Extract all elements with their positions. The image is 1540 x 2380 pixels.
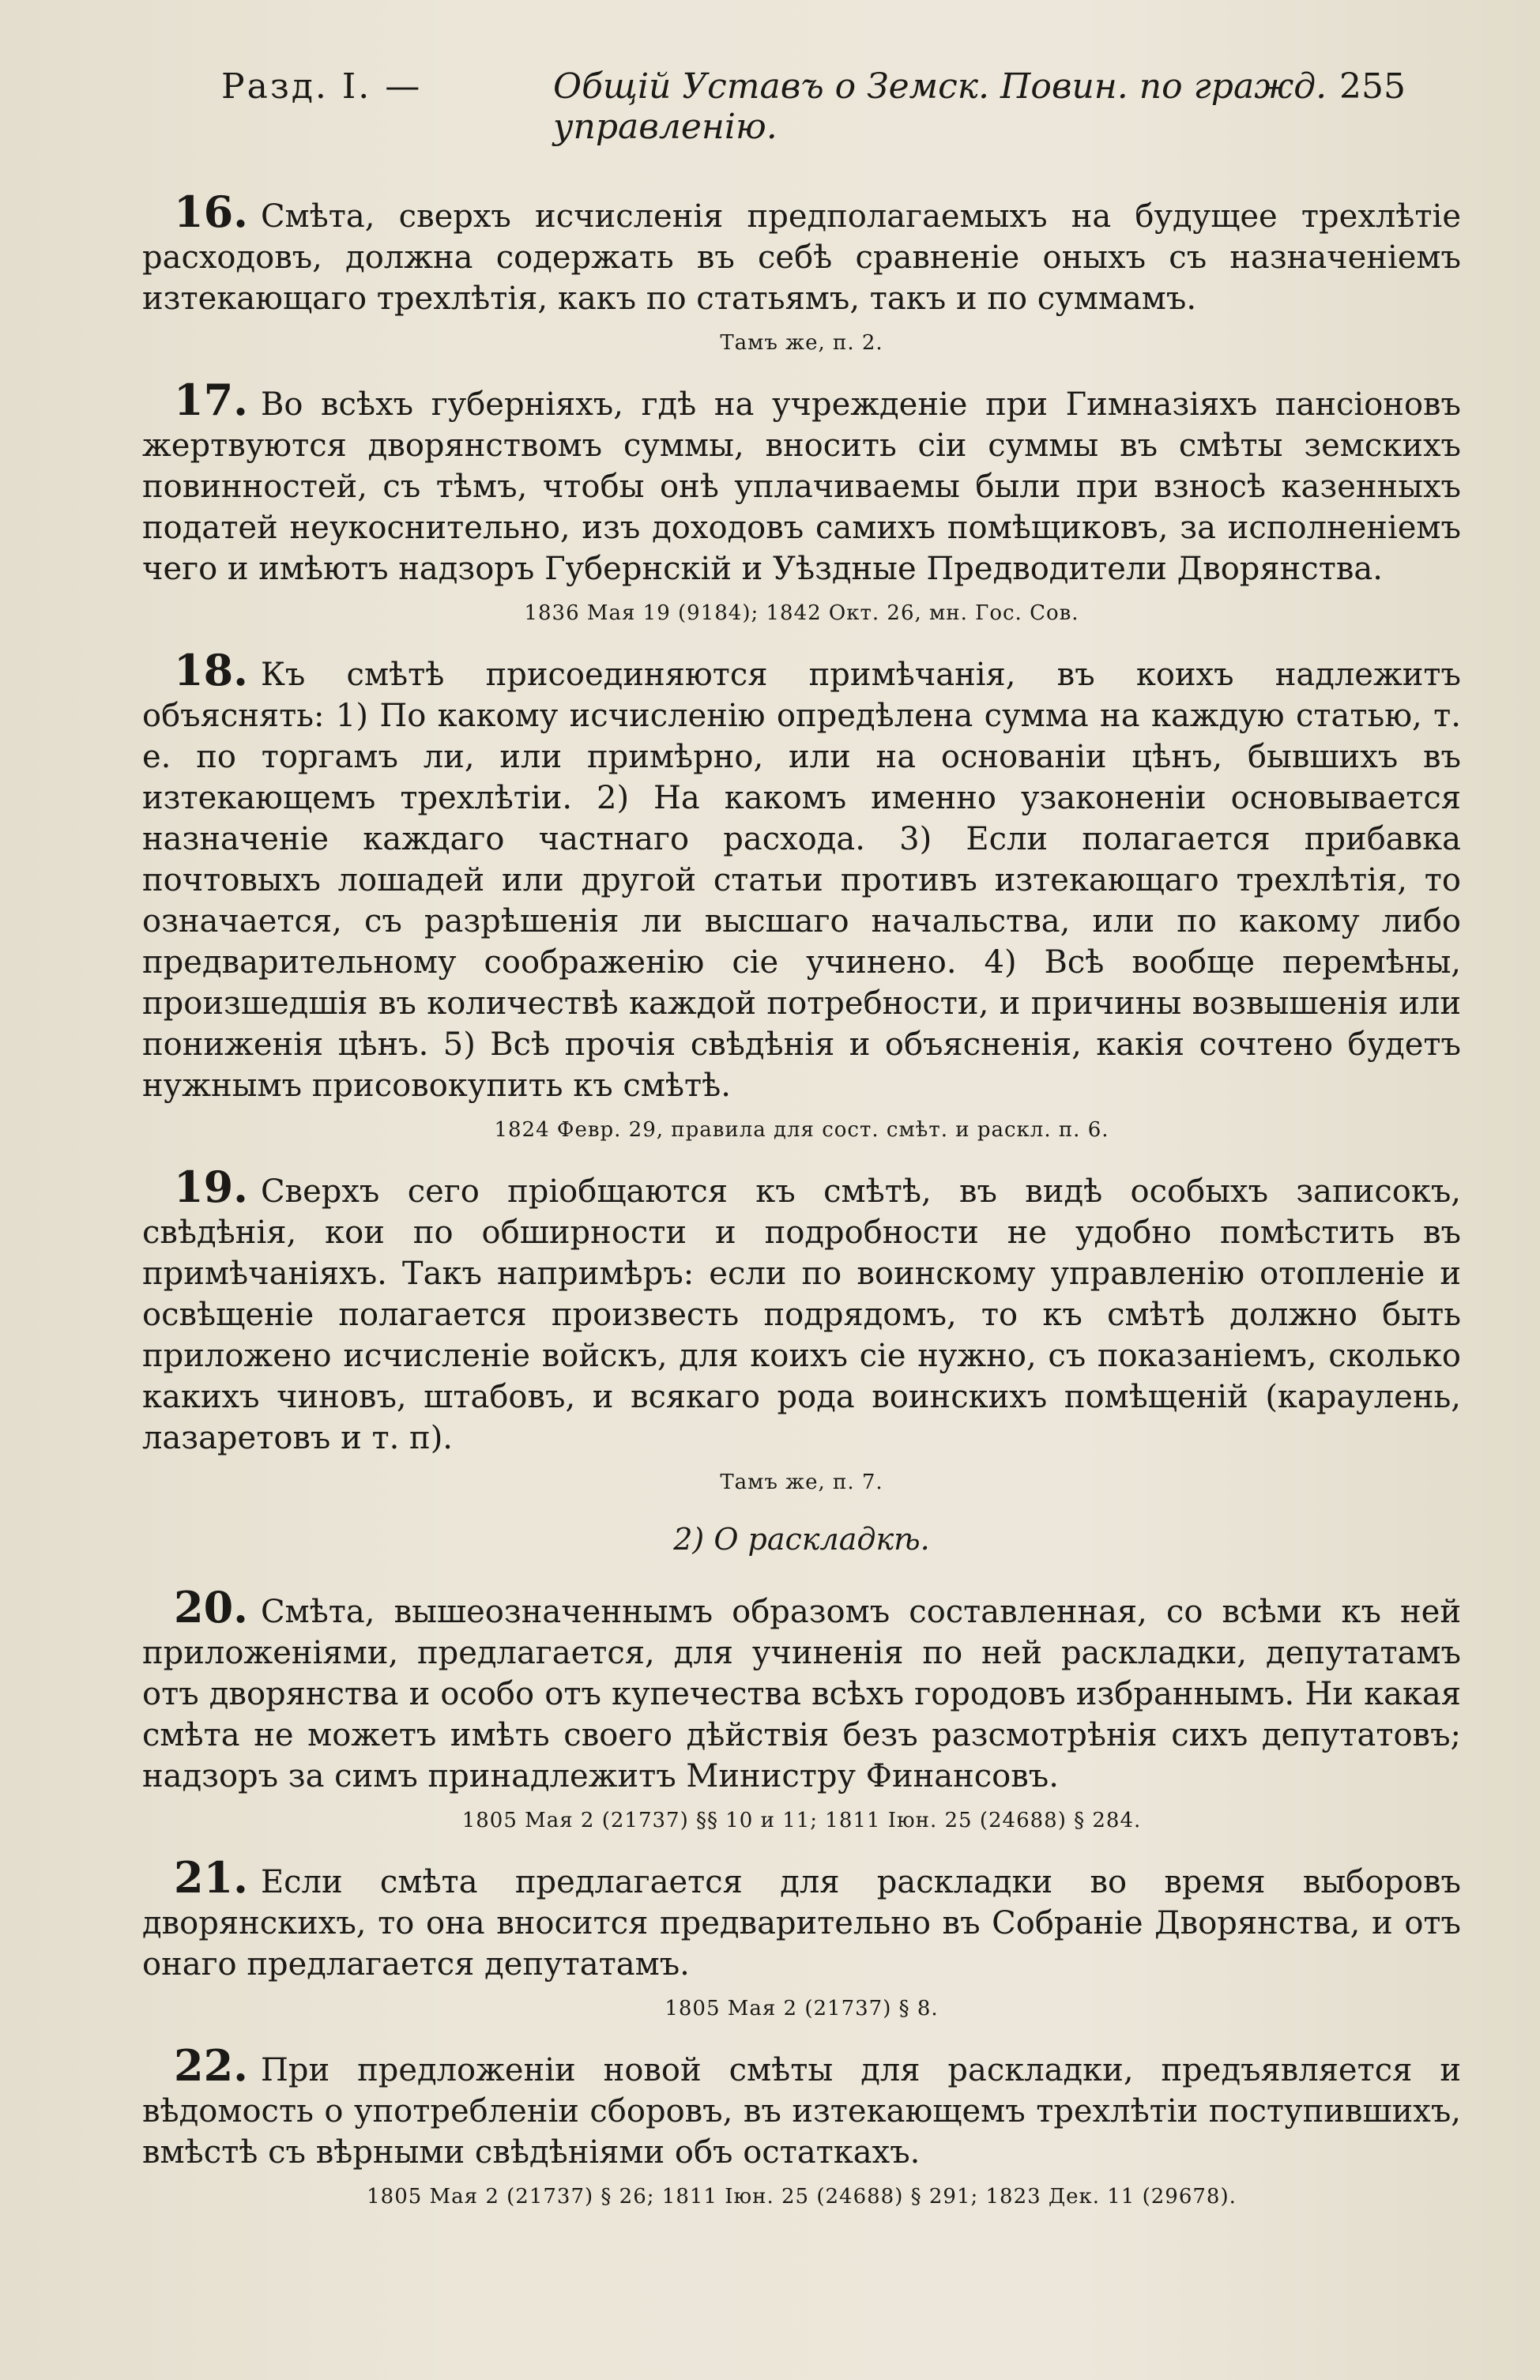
article-text: Къ смѣтѣ присоединяются примѣчанія, въ коихъ надлежитъ объяснять: 1) По какому исчисленію опредѣлена сумма на каждую статью, т. е. по торгамъ ли, или примѣрно, или на основаніи цѣнъ, бывшихъ въ изтекающемъ трехлѣтіи. 2) На какомъ именно узаконеніи основывается назначеніе каждаго частнаго расхода. 3) Если полагается прибавка почтовыхъ лошадей или другой статьи противъ изтекающаго трехлѣтія, то означается, съ разрѣшенія ли высшаго начальства, или по какому либо предварительному соображенію сіе учинено. 4) Всѣ вообще перемѣны, произшедшія въ количествѣ каждой потребности, и причины возвышенія или пониженія цѣнъ. 5) Всѣ прочія свѣдѣнія и объясненія, какія сочтено будетъ нужнымъ присовокупить къ смѣтѣ. bbox=[142, 657, 1461, 1104]
legal-source: 1805 Мая 2 (21737) § 8. bbox=[665, 1997, 939, 2020]
article-paragraph bbox=[142, 645, 1461, 1106]
article-17 bbox=[142, 375, 1461, 627]
article-number: 17. bbox=[174, 375, 248, 425]
legal-source: 1824 Февр. 29, правила для сост. смѣт. и раскл. п. 6. bbox=[494, 1118, 1109, 1142]
section-label: Разд. I. — bbox=[221, 66, 423, 107]
article-paragraph bbox=[142, 1162, 1461, 1459]
article-paragraph bbox=[142, 375, 1461, 589]
article-number: 18. bbox=[174, 645, 248, 695]
article-text: Если смѣта предлагается для раскладки во время выборовъ дворянскихъ, то она вносится предварительно въ Собраніе Дворянства, и отъ онаго предлагается депутатамъ. bbox=[142, 1864, 1461, 1983]
legal-source: Тамъ же, п. 2. bbox=[720, 331, 883, 355]
article-paragraph bbox=[142, 186, 1461, 319]
article-text: Во всѣхъ губерніяхъ, гдѣ на учрежденіе при Гимназіяхъ пансіоновъ жертвуются дворянствомъ суммы, вносить сіи суммы въ смѣты земскихъ повинностей, съ тѣмъ, чтобы онѣ уплачиваемы были при взносѣ казенныхъ податей неукоснительно, изъ доходовъ самихъ помѣщиковъ, за исполненіемъ чего и имѣютъ надзоръ Губернскій и Уѣздные Предводители Дворянства. bbox=[142, 386, 1461, 587]
article-19 bbox=[142, 1162, 1461, 1497]
section-subheading: 2) О раскладкѣ. bbox=[673, 1522, 930, 1557]
article-text: Смѣта, сверхъ исчисленія предполагаемыхъ на будущее трехлѣтіе расходовъ, должна содержать въ себѣ сравненіе оныхъ съ назначеніемъ изтекающаго трехлѣтія, какъ по статьямъ, такъ и по суммамъ. bbox=[142, 198, 1461, 317]
page-number: 255 bbox=[1339, 66, 1406, 107]
legal-source: 1836 Мая 19 (9184); 1842 Окт. 26, мн. Гос. Сов. bbox=[524, 601, 1079, 625]
article-number: 16. bbox=[174, 186, 248, 237]
article-paragraph bbox=[142, 1582, 1461, 1797]
article-number: 22. bbox=[174, 2040, 248, 2091]
article-20 bbox=[142, 1582, 1461, 1835]
article-22 bbox=[142, 2040, 1461, 2211]
article-text: При предложеніи новой смѣты для раскладки, предъявляется и вѣдомость о употребленіи сборовъ, въ изтекающемъ трехлѣтіи поступившихъ, вмѣстѣ съ вѣрными свѣдѣніями объ остаткахъ. bbox=[142, 2052, 1461, 2171]
article-18 bbox=[142, 645, 1461, 1144]
article-number: 21. bbox=[174, 1852, 248, 1903]
article-21 bbox=[142, 1852, 1461, 2023]
article-text: Сверхъ сего пріобщаются къ смѣтѣ, въ видѣ особыхъ записокъ, свѣдѣнія, кои по обширности и подробности не удобно помѣстить въ примѣчаніяхъ. Такъ напримѣръ: если по воинскому управленію отопленіе и освѣщеніе полагается произвесть подрядомъ, то къ смѣтѣ должно быть приложено исчисленіе войскъ, для коихъ сіе нужно, съ показаніемъ, сколько какихъ чиновъ, штабовъ, и всякаго рода воинскихъ помѣщеній (караулень, лазаретовъ и т. п). bbox=[142, 1173, 1461, 1456]
article-paragraph bbox=[142, 2040, 1461, 2173]
article-number: 20. bbox=[174, 1582, 248, 1632]
article-paragraph bbox=[142, 1852, 1461, 1985]
article-text: Смѣта, вышеозначеннымъ образомъ составленная, со всѣми къ ней приложеніями, предлагается, для учиненія по ней раскладки, депутатамъ отъ дворянства и особо отъ купечества всѣхъ городовъ избраннымъ. Ни какая смѣта не можетъ имѣть своего дѣйствія безъ разсмотрѣнія сихъ депутатовъ; надзоръ за симъ принадлежитъ Министру Финансовъ. bbox=[142, 1594, 1461, 1794]
legal-source: 1805 Мая 2 (21737) § 26; 1811 Іюн. 25 (24688) § 291; 1823 Дек. 11 (29678). bbox=[367, 2185, 1237, 2209]
header-title: Общій Уставъ о Земск. Повин. по гражд. управленію. bbox=[553, 66, 1327, 147]
legal-source: Тамъ же, п. 7. bbox=[720, 1471, 883, 1494]
article-16 bbox=[142, 186, 1461, 357]
document-body bbox=[142, 186, 1461, 2211]
running-header bbox=[142, 55, 1461, 147]
article-number: 19. bbox=[174, 1162, 248, 1212]
legal-source: 1805 Мая 2 (21737) §§ 10 и 11; 1811 Іюн. 25 (24688) § 284. bbox=[461, 1809, 1142, 1832]
